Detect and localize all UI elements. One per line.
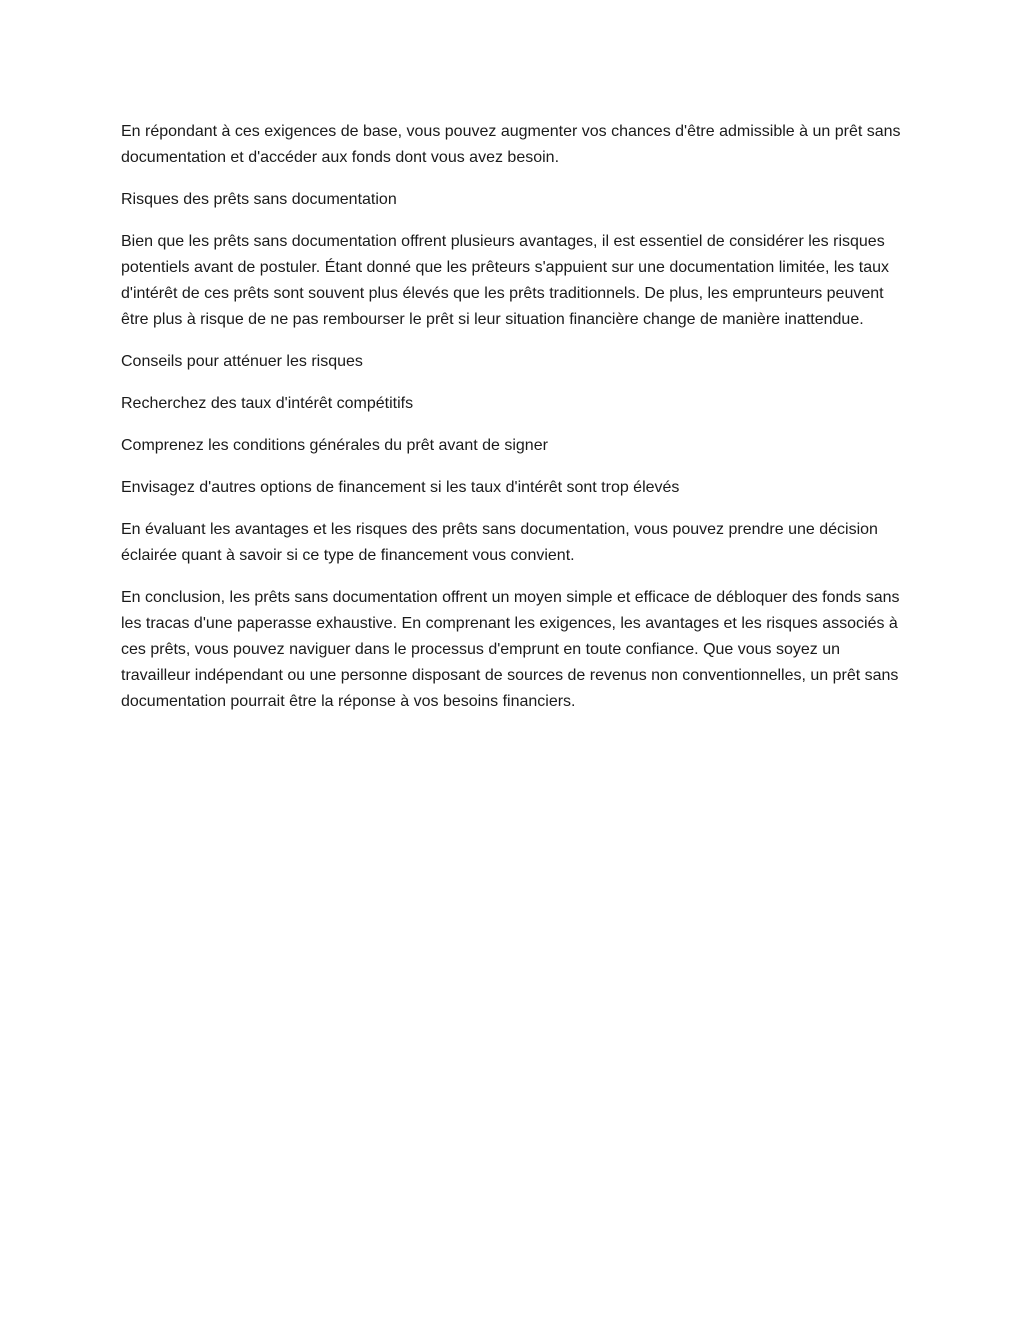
section-heading-risks: Risques des prêts sans documentation	[121, 191, 397, 208]
paragraph-intro: En répondant à ces exigences de base, vous pouvez augmenter vos chances d'être admissible à un prêt sans documentation et d'accéder aux fonds dont vous avez besoin.	[121, 123, 901, 166]
paragraph-conclusion: En conclusion, les prêts sans documentation offrent un moyen simple et efficace de débloquer des fonds sans les tracas d'une paperasse exhaustive. En comprenant les exigences, les avantages et les risques associés à ces prêts, vous pouvez naviguer dans le processus d'emprunt en toute confiance. Que vous soyez un travailleur indépendant ou une personne disposant de sources de revenus non conventionnelles, un prêt sans documentation pourrait être la réponse à vos besoins financiers.	[121, 589, 900, 710]
tip-item-rates: Recherchez des taux d'intérêt compétitifs	[121, 395, 414, 412]
tip-item-alternatives: Envisagez d'autres options de financement si les taux d'intérêt sont trop élevés	[121, 479, 680, 496]
tip-item-conditions: Comprenez les conditions générales du prêt avant de signer	[121, 437, 548, 454]
document-body	[121, 119, 911, 731]
paragraph-evaluation: En évaluant les avantages et les risques des prêts sans documentation, vous pouvez prendre une décision éclairée quant à savoir si ce type de financement vous convient.	[121, 521, 878, 564]
paragraph-risks: Bien que les prêts sans documentation offrent plusieurs avantages, il est essentiel de considérer les risques potentiels avant de postuler. Étant donné que les prêteurs s'appuient sur une documentation limitée, les taux d'intérêt de ces prêts sont souvent plus élevés que les prêts traditionnels. De plus, les emprunteurs peuvent être plus à risque de ne pas rembourser le prêt si leur situation financière change de manière inattendue.	[121, 233, 889, 328]
section-heading-tips: Conseils pour atténuer les risques	[121, 353, 363, 370]
